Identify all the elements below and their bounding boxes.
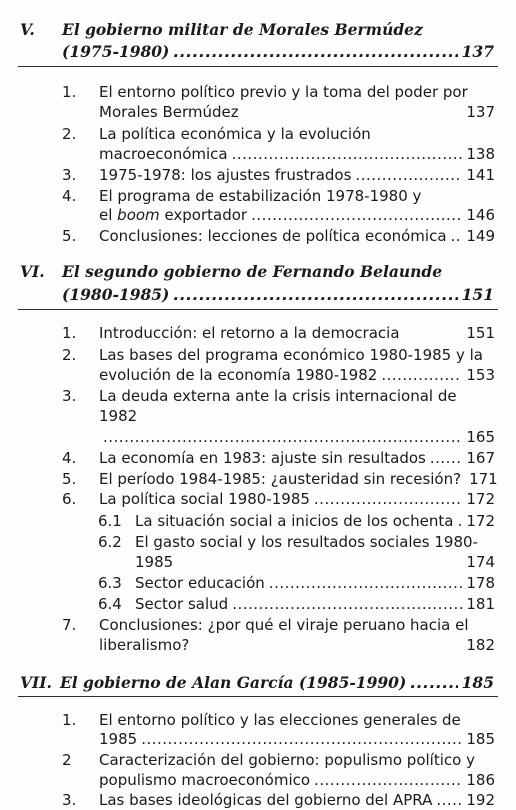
dot-leader: [141, 729, 462, 749]
toc-entry[interactable]: [99, 770, 495, 790]
chapter-heading-cont: [0, 42, 516, 62]
dot-leader: [451, 226, 463, 246]
subsection-line: [0, 532, 516, 552]
section-line: [0, 790, 516, 810]
section-title: El entorno político previo y la toma del poder por: [99, 83, 468, 101]
section-number: 6.1: [98, 512, 122, 530]
section-line: [0, 226, 516, 246]
section-line: [0, 710, 516, 730]
section-line: [0, 186, 516, 206]
section-line: [0, 165, 516, 185]
page-number: 174: [466, 553, 495, 571]
section-line: [0, 635, 516, 655]
page-number: 138: [466, 145, 495, 163]
section-line: [0, 729, 516, 749]
page-number: 178: [466, 574, 495, 592]
section-number: 3.: [62, 791, 77, 809]
section-line: [0, 205, 516, 225]
chapter-number: VI.: [20, 262, 45, 281]
chapter-number: VII.: [20, 673, 52, 692]
dot-leader: [430, 448, 463, 468]
section-line: [0, 386, 516, 406]
section-title: El programa de estabilización 1978-1980 y: [99, 187, 422, 205]
section-number: 5.: [62, 227, 77, 245]
toc-entry[interactable]: [135, 511, 495, 531]
section-title: 1975-1978: los ajustes frustrados: [99, 166, 352, 184]
dot-leader: [314, 770, 462, 790]
dot-leader: [457, 511, 462, 531]
toc-entry[interactable]: [99, 635, 495, 655]
chapter-number: V.: [20, 20, 35, 39]
toc-entry[interactable]: [99, 427, 495, 447]
chapter-heading: [0, 262, 516, 282]
chapter-title: El segundo gobierno de Fernando Belaunde: [62, 262, 443, 281]
dot-leader: [103, 427, 462, 447]
toc-entry[interactable]: [99, 102, 495, 122]
section-title: El período 1984-1985: ¿austeridad sin recesión?: [99, 470, 462, 488]
section-title: La política social 1980-1985: [99, 490, 310, 508]
page-number: 146: [466, 206, 495, 224]
chapter-heading: [0, 673, 516, 693]
section-number: 3.: [62, 387, 77, 405]
section-line: [0, 144, 516, 164]
page-number: 141: [466, 166, 495, 184]
section-line: [0, 770, 516, 790]
dot-leader: [355, 165, 462, 185]
section-title: La política económica y la evolución: [99, 125, 371, 143]
toc-entry[interactable]: [20, 673, 494, 693]
section-title: Conclusiones: ¿por qué el viraje peruano hacia el: [99, 616, 469, 634]
section-line: [0, 323, 516, 343]
section-line: [0, 448, 516, 468]
chapter-title: El gobierno de Alan García (1985-1990): [59, 673, 407, 692]
chapter-rule: [18, 309, 498, 310]
section-title: Las bases ideológicas del gobierno del APRA: [99, 791, 433, 809]
section-title: Caracterización del gobierno: populismo político y: [99, 751, 475, 769]
section-line: [0, 750, 516, 770]
page-number: 185: [466, 730, 495, 748]
section-number: 1.: [62, 324, 77, 342]
section-title: Introducción: el retorno a la democracia: [99, 324, 400, 342]
toc-entry[interactable]: [135, 573, 495, 593]
section-title-cont: [99, 205, 247, 225]
chapter-title: El gobierno militar de Morales Bermúdez: [62, 20, 423, 39]
page-number: 149: [466, 227, 495, 245]
dot-leader: [381, 365, 462, 385]
dot-leader: [173, 42, 457, 62]
toc-entry[interactable]: [135, 552, 495, 572]
section-title-cont: liberalismo?: [99, 636, 190, 654]
section-number: 4.: [62, 449, 77, 467]
chapter-heading-cont: [0, 285, 516, 305]
section-number: 4.: [62, 187, 77, 205]
section-number: 2.: [62, 125, 77, 143]
section-line: [0, 365, 516, 385]
chapter-title-cont: (1975-1980): [62, 42, 170, 61]
toc-entry[interactable]: [62, 285, 494, 305]
page-number: 172: [466, 512, 495, 530]
section-title: La deuda externa ante la crisis internacional de: [99, 387, 457, 405]
chapter-rule: [18, 696, 498, 697]
section-number: 7.: [62, 616, 77, 634]
dot-leader: [314, 489, 462, 509]
section-line: [0, 427, 516, 447]
section-number: 2.: [62, 346, 77, 364]
page-number: 182: [466, 636, 495, 654]
toc-entry[interactable]: [99, 469, 498, 489]
section-number: 6.: [62, 490, 77, 508]
section-line: [0, 124, 516, 144]
section-title-cont: 1982: [99, 407, 138, 425]
page-number: 151: [466, 324, 495, 342]
toc-entry[interactable]: [99, 489, 495, 509]
toc-entry[interactable]: [99, 144, 495, 164]
subsection-line: [0, 552, 516, 572]
section-title: Sector salud: [135, 595, 229, 613]
page-number: 137: [461, 42, 494, 61]
section-number: 1.: [62, 83, 77, 101]
emphasis-text: boom: [117, 206, 160, 224]
section-line: [0, 406, 516, 426]
section-line: [0, 345, 516, 365]
section-title: Conclusiones: lecciones de política económica: [99, 227, 447, 245]
section-line: [0, 489, 516, 509]
section-title: La economía en 1983: ajuste sin resultados: [99, 449, 426, 467]
section-line: [0, 102, 516, 122]
section-line: [0, 615, 516, 635]
page-number: 181: [466, 595, 495, 613]
section-number: 5.: [62, 470, 77, 488]
text-part: el: [99, 206, 118, 224]
section-number: 6.2: [98, 533, 122, 551]
section-title: La situación social a inicios de los ochenta: [135, 512, 454, 530]
page-number: 151: [461, 285, 494, 304]
toc-entry[interactable]: [99, 226, 495, 246]
subsection-line: [0, 511, 516, 531]
toc-entry[interactable]: [99, 790, 495, 810]
page-number: 186: [466, 771, 495, 789]
page-number: 171: [469, 470, 498, 488]
section-number: 6.3: [98, 574, 122, 592]
chapter-title-cont: (1980-1985): [62, 285, 170, 304]
section-title-cont: macroeconómica: [99, 145, 228, 163]
section-number: 3.: [62, 166, 77, 184]
section-title-cont: 1985: [99, 730, 138, 748]
page-number: 165: [466, 428, 495, 446]
section-title-cont: populismo macroeconómico: [99, 771, 311, 789]
toc-entry[interactable]: [135, 594, 495, 614]
section-title-cont: 1985: [135, 553, 174, 571]
page-number: 153: [466, 366, 495, 384]
dot-leader: [269, 573, 463, 593]
toc-entry[interactable]: [99, 729, 495, 749]
chapter-heading: [0, 20, 516, 40]
subsection-line: [0, 594, 516, 614]
dot-leader: [232, 594, 462, 614]
dot-leader: [436, 790, 462, 810]
page-number: 167: [466, 449, 495, 467]
subsection-line: [0, 573, 516, 593]
section-line: [0, 469, 516, 489]
dot-leader: [410, 673, 457, 693]
dot-leader: [173, 285, 457, 305]
toc-entry[interactable]: [99, 365, 495, 385]
page-number: 185: [461, 673, 494, 692]
section-title-cont: evolución de la economía 1980-1982: [99, 366, 378, 384]
toc-entry[interactable]: [62, 42, 494, 62]
section-title-cont: Morales Bermúdez: [99, 103, 239, 121]
toc-entry[interactable]: [99, 205, 495, 225]
toc-entry[interactable]: [99, 448, 495, 468]
section-title: Las bases del programa económico 1980-1985 y la: [99, 346, 483, 364]
page-number: 172: [466, 490, 495, 508]
section-title: Sector educación: [135, 574, 265, 592]
toc-entry[interactable]: [99, 165, 495, 185]
section-number: 6.4: [98, 595, 122, 613]
dot-leader: [232, 144, 463, 164]
section-title: El entorno político y las elecciones generales de: [99, 711, 461, 729]
dot-leader: [251, 205, 462, 225]
text-part: exportador: [159, 206, 248, 224]
section-line: [0, 82, 516, 102]
page-number: 137: [466, 103, 495, 121]
section-number: 1.: [62, 711, 77, 729]
chapter-rule: [18, 66, 498, 67]
toc-entry[interactable]: [99, 323, 495, 343]
section-title: El gasto social y los resultados sociales 1980-: [135, 533, 478, 551]
page-number: 192: [466, 791, 495, 809]
section-number: 2: [62, 751, 72, 769]
